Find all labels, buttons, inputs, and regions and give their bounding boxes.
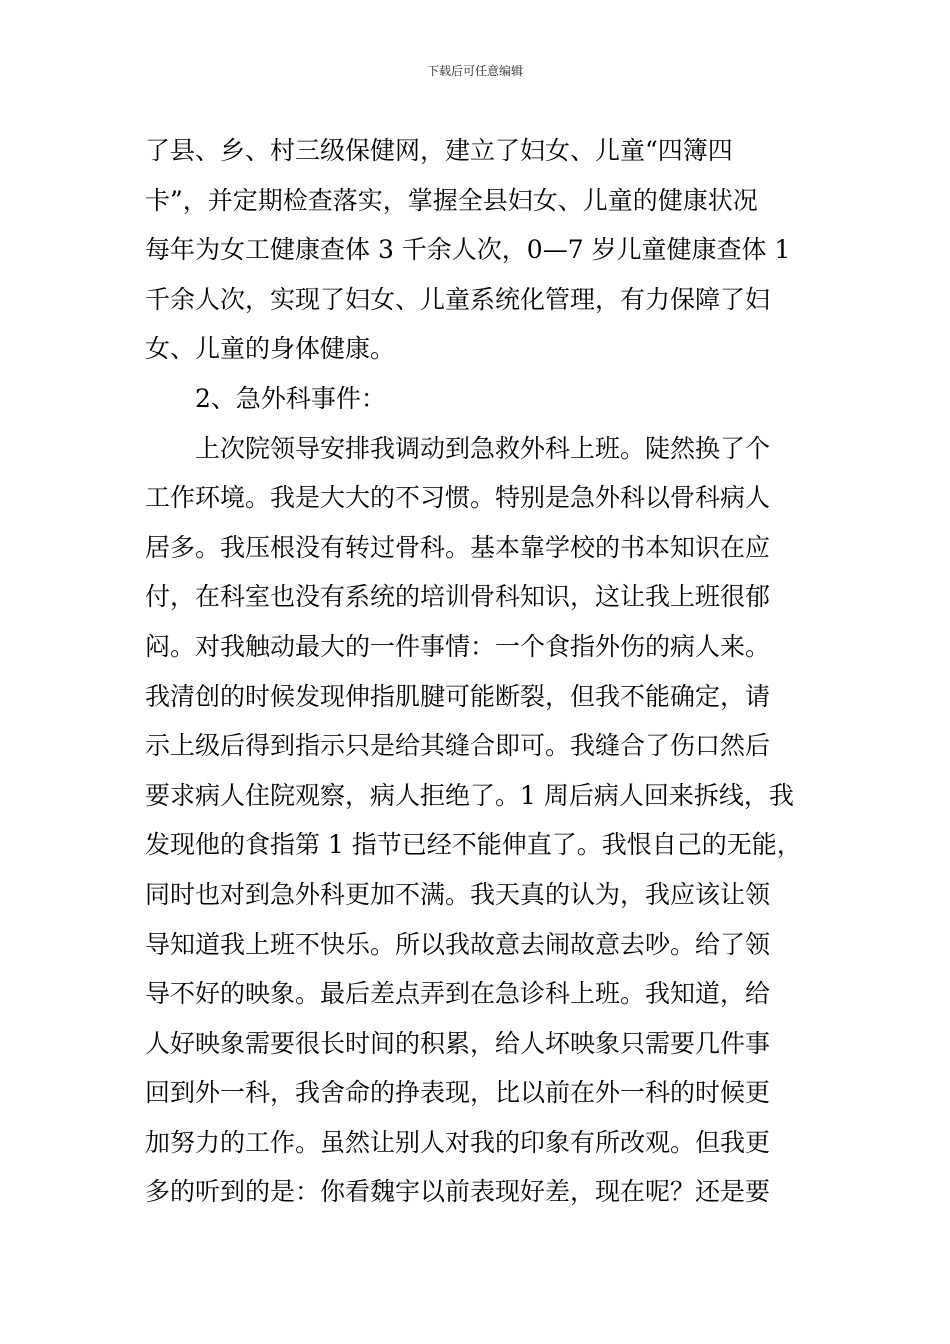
text-line: 了县、乡、村三级保健网，建立了妇女、儿童“四簿四 [145, 136, 733, 165]
text-line: 导不好的映象。最后差点弄到在急诊科上班。我知道，给 [145, 979, 771, 1009]
text-line: 工作环境。我是大大的不习惯。特别是急外科以骨科病人 [145, 483, 771, 513]
text-line: 上次院领导安排我调动到急救外科上班。陡然换了个 [195, 433, 771, 463]
text-line: 回到外一科，我舍命的挣表现，比以前在外一科的时候更 [145, 1078, 771, 1108]
text-line: 示上级后得到指示只是给其缝合即可。我缝合了伤口然后 [145, 731, 771, 761]
text-line: 同时也对到急外科更加不满。我天真的认为，我应该让领 [145, 879, 771, 909]
text-line: 多的听到的是：你看魏宇以前表现好差，现在呢？还是要 [145, 1177, 771, 1207]
section-heading: 2、急外科事件： [195, 383, 386, 413]
text-line: 卡”，并定期检查落实，掌握全县妇女、儿童的健康状况 [145, 185, 758, 215]
text-line: 发现他的食指第 1 指节已经不能伸直了。我恨自己的无能， [145, 830, 802, 860]
text-line: 加努力的工作。虽然让别人对我的印象有所改观。但我更 [145, 1127, 771, 1157]
text-line: 人好映象需要很长时间的积累，给人坏映象只需要几件事 [145, 1028, 771, 1058]
text-line: 导知道我上班不快乐。所以我故意去闹故意去吵。给了领 [145, 929, 771, 959]
text-line: 每年为女工健康查体 3 千余人次，0—7 岁儿童健康查体 1 [145, 235, 791, 265]
text-line: 我清创的时候发现伸指肌腱可能断裂，但我不能确定，请 [145, 681, 771, 711]
text-line: 闷。对我触动最大的一件事情：一个食指外伤的病人来。 [145, 631, 771, 661]
text-line: 女、儿童的身体健康。 [145, 334, 396, 364]
text-line: 居多。我压根没有转过骨科。基本靠学校的书本知识在应 [145, 532, 771, 562]
document-body [145, 126, 810, 1217]
text-line: 千余人次，实现了妇女、儿童系统化管理，有力保障了妇 [145, 284, 771, 314]
text-line: 要求病人住院观察，病人拒绝了。1 周后病人回来拆线，我 [145, 780, 794, 810]
page-header: 下载后可任意编辑 [426, 64, 523, 78]
text-line: 付，在科室也没有系统的培训骨科知识，这让我上班很郁 [145, 582, 771, 612]
